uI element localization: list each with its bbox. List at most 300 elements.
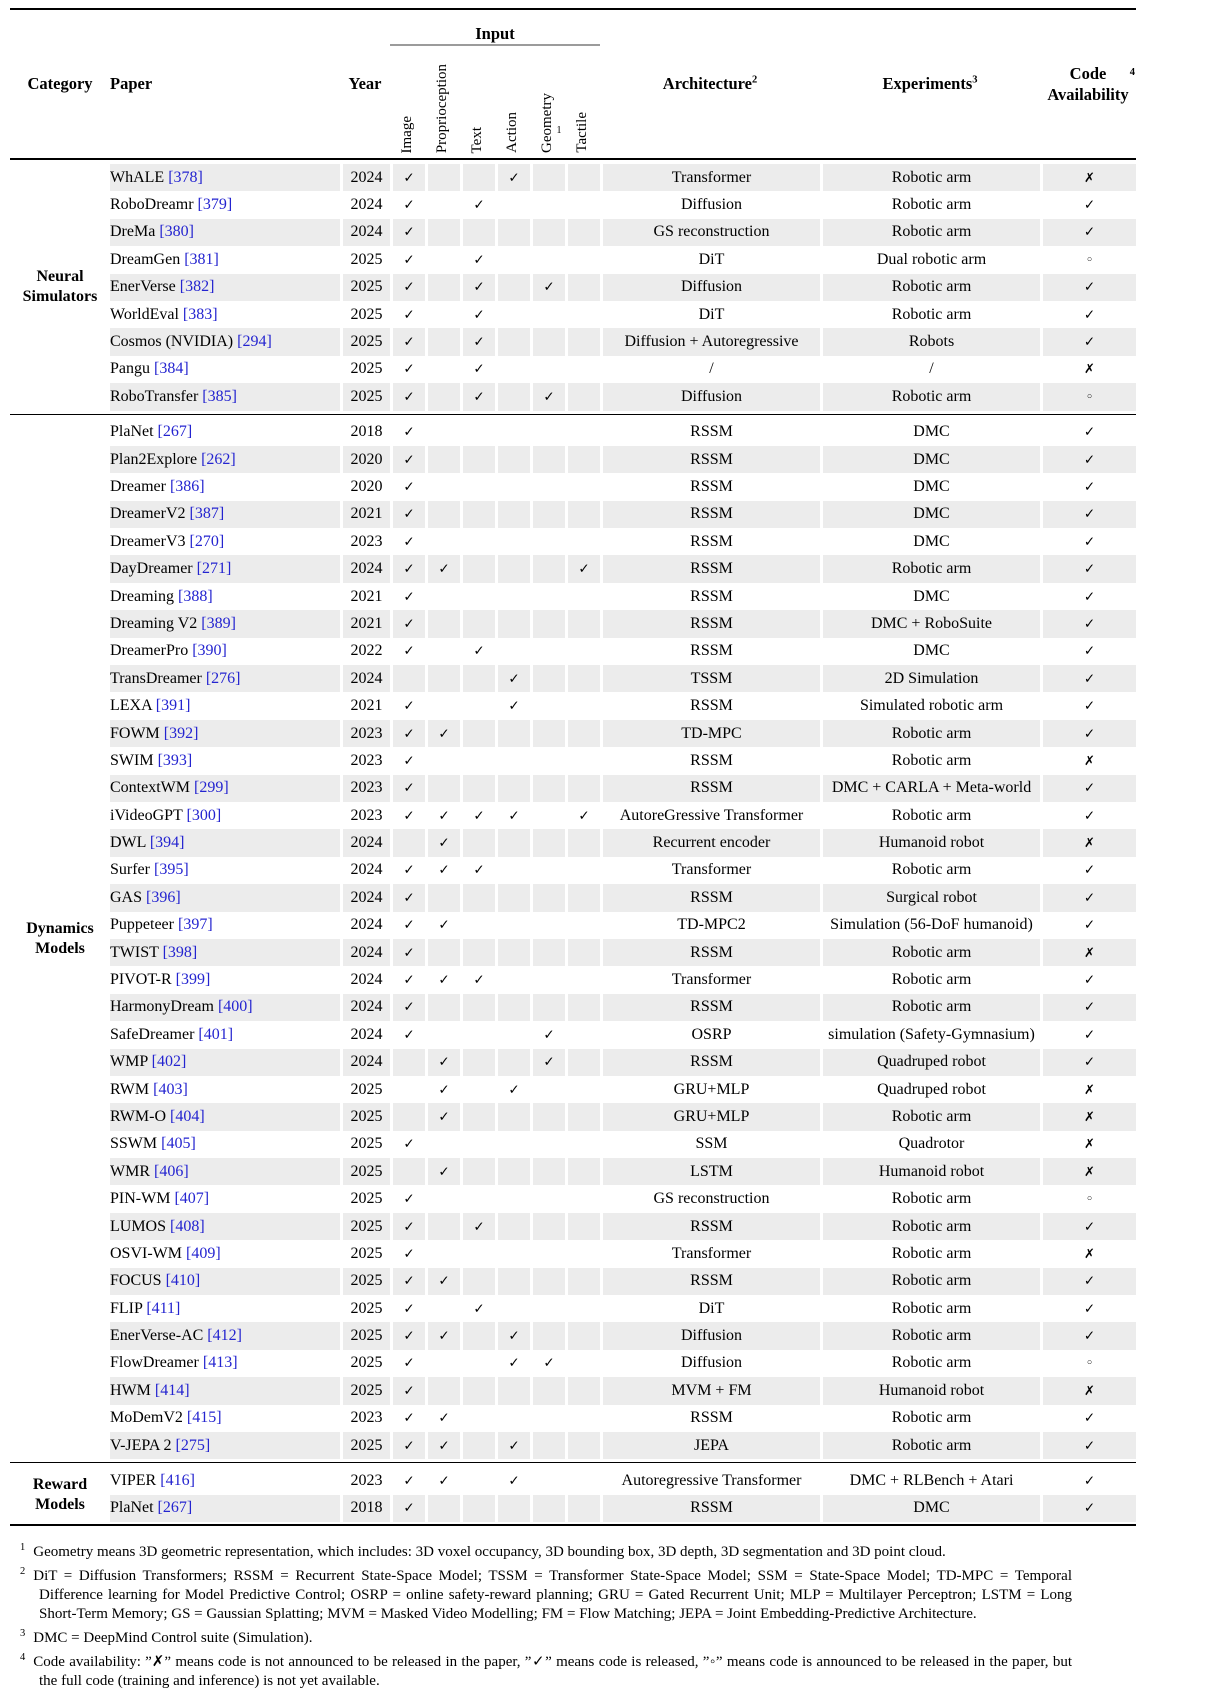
input-proprioception-cell <box>425 829 460 856</box>
citation-link[interactable]: [402] <box>151 1053 187 1071</box>
paper-title: SSWM <box>110 1135 162 1153</box>
table-row <box>10 610 1136 637</box>
paper-cell <box>110 1131 340 1158</box>
citation-link[interactable]: [399] <box>175 971 211 989</box>
input-tactile-cell <box>565 501 600 528</box>
paper-title: GAS <box>110 888 147 906</box>
year-cell: 2024 <box>340 219 390 246</box>
input-image-cell <box>390 1350 425 1377</box>
experiments-cell: Humanoid robot <box>820 1377 1040 1404</box>
check-icon: ✓ <box>403 1136 415 1153</box>
cross-icon: ✗ <box>1084 1137 1095 1153</box>
citation-link[interactable]: [267] <box>157 423 193 441</box>
input-proprioception-cell <box>425 328 460 355</box>
input-image-cell <box>390 1131 425 1158</box>
check-icon: ✓ <box>508 169 520 186</box>
check-icon: ✓ <box>403 1328 415 1345</box>
code-availability-cell <box>1040 246 1136 273</box>
citation-link[interactable]: [382] <box>179 278 215 296</box>
check-icon: ✓ <box>543 388 555 405</box>
experiments-cell: Robotic arm <box>820 1295 1040 1322</box>
input-text-cell <box>460 720 495 747</box>
input-tactile-cell <box>565 747 600 774</box>
citation-link[interactable]: [386] <box>169 477 205 495</box>
year-cell: 2020 <box>340 473 390 500</box>
input-geometry-cell <box>530 638 565 665</box>
input-action-cell <box>495 274 530 301</box>
citation-link[interactable]: [379] <box>197 196 233 214</box>
footnotes <box>20 1538 1072 1691</box>
circle-icon: ◦ <box>1085 1192 1094 1208</box>
paper-title: ContextWM <box>110 779 194 797</box>
experiments-cell: Robotic arm <box>820 720 1040 747</box>
citation-link[interactable]: [385] <box>202 387 237 405</box>
architecture-cell: Diffusion <box>600 383 820 410</box>
check-icon: ✓ <box>1083 478 1096 495</box>
year-cell: 2018 <box>340 419 390 446</box>
input-image-cell <box>390 1322 425 1349</box>
input-proprioception-cell <box>425 1049 460 1076</box>
citation-link[interactable]: [276] <box>205 669 241 687</box>
table-row <box>10 994 1136 1021</box>
experiments-cell: Robotic arm <box>820 164 1040 191</box>
check-icon: ✓ <box>473 643 485 660</box>
citation-link[interactable]: [412] <box>207 1327 242 1345</box>
experiments-cell: Humanoid robot <box>820 829 1040 856</box>
input-action-cell <box>495 555 530 582</box>
paper-title: DreamerPro <box>110 642 193 660</box>
input-text-cell <box>460 1213 495 1240</box>
code-availability-cell <box>1040 829 1136 856</box>
input-tactile-cell <box>565 383 600 410</box>
check-icon: ✓ <box>403 615 415 632</box>
citation-link[interactable]: [406] <box>154 1162 189 1180</box>
table-row <box>10 1295 1136 1322</box>
input-geometry-cell <box>530 1467 565 1494</box>
architecture-cell: DiT <box>600 301 820 328</box>
experiments-cell: Simulated robotic arm <box>820 692 1040 719</box>
paper-cell <box>110 857 340 884</box>
citation-link[interactable]: [275] <box>175 1436 211 1454</box>
input-geometry-cell <box>530 1405 565 1432</box>
table-row <box>10 1322 1136 1349</box>
architecture-cell: RSSM <box>600 747 820 774</box>
citation-link[interactable]: [411] <box>146 1299 181 1317</box>
architecture-cell: Transformer <box>600 857 820 884</box>
table-row <box>10 191 1136 218</box>
input-text-cell <box>460 1377 495 1404</box>
year-cell: 2025 <box>340 1158 390 1185</box>
check-icon: ✓ <box>403 224 415 241</box>
year-cell: 2025 <box>340 301 390 328</box>
check-icon: ✓ <box>403 424 415 441</box>
architecture-cell: Diffusion + Autoregressive <box>600 328 820 355</box>
citation-link[interactable]: [262] <box>201 450 236 468</box>
citation-link[interactable]: [270] <box>189 532 225 550</box>
paper-title: Pangu <box>110 360 154 378</box>
input-tactile-cell <box>565 528 600 555</box>
input-tactile-cell <box>565 994 600 1021</box>
code-availability-cell <box>1040 501 1136 528</box>
input-action-cell <box>495 1495 530 1522</box>
table-row <box>10 857 1136 884</box>
citation-link[interactable]: [397] <box>177 916 213 934</box>
check-icon: ✓ <box>473 1300 485 1317</box>
input-image-cell <box>390 1213 425 1240</box>
table-row <box>10 164 1136 191</box>
citation-link[interactable]: [400] <box>217 998 253 1016</box>
experiments-cell: Robotic arm <box>820 274 1040 301</box>
code-header-line2: Availability <box>1047 85 1129 104</box>
check-icon: ✓ <box>1083 506 1096 523</box>
paper-title: FLIP <box>110 1299 147 1317</box>
citation-link[interactable]: [396] <box>146 888 181 906</box>
input-image-cell <box>390 1495 425 1522</box>
input-text-cell <box>460 356 495 383</box>
input-proprioception-cell <box>425 1322 460 1349</box>
year-cell: 2025 <box>340 1240 390 1267</box>
citation-link[interactable]: [392] <box>163 724 199 742</box>
experiments-cell: Robotic arm <box>820 939 1040 966</box>
column-header-tactile <box>565 46 600 158</box>
check-icon: ✓ <box>473 334 485 351</box>
cross-icon: ✗ <box>1084 1246 1095 1262</box>
input-tactile-cell <box>565 219 600 246</box>
cross-icon: ✗ <box>1084 1082 1095 1098</box>
input-tactile-cell <box>565 191 600 218</box>
table-row <box>10 1432 1136 1459</box>
table-row <box>10 747 1136 774</box>
experiments-cell: Simulation (56-DoF humanoid) <box>820 912 1040 939</box>
input-action-cell <box>495 857 530 884</box>
check-icon: ✓ <box>403 1245 415 1262</box>
architecture-cell: RSSM <box>600 884 820 911</box>
input-geometry-cell <box>530 1131 565 1158</box>
citation-link[interactable]: [384] <box>154 360 189 378</box>
footnote-mark: 3 <box>20 1628 26 1640</box>
experiments-cell: Robotic arm <box>820 1350 1040 1377</box>
citation-link[interactable]: [414] <box>154 1381 190 1399</box>
input-image-cell <box>390 1240 425 1267</box>
table-row <box>10 775 1136 802</box>
citation-link[interactable]: [407] <box>174 1190 210 1208</box>
experiments-cell: Quadrotor <box>820 1131 1040 1158</box>
experiments-cell: DMC <box>820 528 1040 555</box>
input-proprioception-cell <box>425 1495 460 1522</box>
input-text-cell <box>460 966 495 993</box>
input-text-cell <box>460 501 495 528</box>
footnote-mark: 1 <box>20 1542 26 1554</box>
experiments-cell: Dual robotic arm <box>820 246 1040 273</box>
paper-cell <box>110 720 340 747</box>
input-geometry-cell <box>530 665 565 692</box>
paper-title: WMR <box>110 1162 154 1180</box>
check-icon: ✓ <box>473 279 485 296</box>
citation-link[interactable]: [405] <box>161 1135 196 1153</box>
paper-cell <box>110 419 340 446</box>
input-image-cell <box>390 1295 425 1322</box>
check-icon: ✓ <box>403 944 415 961</box>
check-icon: ✓ <box>1083 334 1096 351</box>
paper-cell <box>110 246 340 273</box>
citation-link[interactable]: [300] <box>186 806 222 824</box>
input-tactile-cell <box>565 720 600 747</box>
input-tactile-cell <box>565 446 600 473</box>
code-availability-cell <box>1040 692 1136 719</box>
experiments-cell: Robots <box>820 328 1040 355</box>
check-icon: ✓ <box>403 1410 415 1427</box>
input-image-cell <box>390 939 425 966</box>
check-icon: ✓ <box>403 451 415 468</box>
check-icon: ✓ <box>438 862 450 879</box>
citation-link[interactable]: [416] <box>160 1472 195 1490</box>
architecture-cell: RSSM <box>600 994 820 1021</box>
citation-link[interactable]: [389] <box>201 614 236 632</box>
column-header-code-availability <box>1040 10 1136 158</box>
input-geometry-cell <box>530 1295 565 1322</box>
table-row <box>10 356 1136 383</box>
geometry-footnote-mark: 1 <box>556 125 562 136</box>
input-geometry-cell <box>530 301 565 328</box>
input-text-cell <box>460 191 495 218</box>
paper-title: Puppeteer <box>110 916 178 934</box>
input-action-cell <box>495 501 530 528</box>
input-proprioception-cell <box>425 473 460 500</box>
table-row <box>10 1049 1136 1076</box>
citation-link[interactable]: [271] <box>196 560 232 578</box>
paper-title: Surfer <box>110 861 154 879</box>
input-action-cell <box>495 1131 530 1158</box>
paper-cell <box>110 1158 340 1185</box>
footnote <box>20 1624 1072 1648</box>
architecture-cell: / <box>600 356 820 383</box>
experiments-cell: DMC <box>820 638 1040 665</box>
input-action-cell <box>495 1377 530 1404</box>
input-text-cell <box>460 328 495 355</box>
table-row <box>10 219 1136 246</box>
input-tactile-cell <box>565 638 600 665</box>
check-icon: ✓ <box>473 862 485 879</box>
code-availability-cell <box>1040 747 1136 774</box>
citation-link[interactable]: [395] <box>153 861 189 879</box>
paper-cell <box>110 1185 340 1212</box>
year-cell: 2021 <box>340 692 390 719</box>
check-icon: ✓ <box>1083 451 1096 468</box>
check-icon: ✓ <box>403 1300 415 1317</box>
architecture-cell: RSSM <box>600 555 820 582</box>
input-action-cell <box>495 1467 530 1494</box>
input-tactile-cell <box>565 1158 600 1185</box>
architecture-cell: MVM + FM <box>600 1377 820 1404</box>
citation-link[interactable]: [403] <box>153 1080 188 1098</box>
cross-icon: ✗ <box>1084 1109 1095 1125</box>
check-icon: ✓ <box>1083 999 1096 1016</box>
input-action-cell <box>495 383 530 410</box>
citation-link[interactable]: [401] <box>198 1025 234 1043</box>
paper-cell <box>110 1322 340 1349</box>
input-tactile-cell <box>565 274 600 301</box>
footnote-text: DMC = DeepMind Control suite (Simulation). <box>33 1630 313 1647</box>
citation-link[interactable]: [267] <box>157 1499 193 1517</box>
input-geometry-cell <box>530 419 565 446</box>
experiments-cell: Robotic arm <box>820 219 1040 246</box>
code-availability-cell <box>1040 939 1136 966</box>
check-icon: ✓ <box>438 1163 450 1180</box>
input-geometry-cell <box>530 383 565 410</box>
code-availability-cell <box>1040 219 1136 246</box>
input-proprioception-cell <box>425 994 460 1021</box>
input-tactile-cell <box>565 775 600 802</box>
check-icon: ✓ <box>1083 698 1096 715</box>
citation-link[interactable]: [394] <box>149 834 185 852</box>
input-text-cell <box>460 747 495 774</box>
table-row <box>10 501 1136 528</box>
check-icon: ✓ <box>543 1026 555 1043</box>
input-geometry-cell <box>530 328 565 355</box>
citation-link[interactable]: [415] <box>186 1409 222 1427</box>
input-action-cell <box>495 610 530 637</box>
input-geometry-cell <box>530 191 565 218</box>
check-icon: ✓ <box>1083 889 1096 906</box>
code-availability-cell <box>1040 1377 1136 1404</box>
code-availability-cell <box>1040 1076 1136 1103</box>
experiments-cell: Quadruped robot <box>820 1049 1040 1076</box>
input-tactile-cell <box>565 301 600 328</box>
experiments-cell: Robotic arm <box>820 383 1040 410</box>
input-geometry-cell <box>530 501 565 528</box>
citation-link[interactable]: [380] <box>159 223 194 241</box>
text-column-label: Text <box>469 126 485 153</box>
check-icon: ✓ <box>403 780 415 797</box>
input-proprioception-cell <box>425 528 460 555</box>
citation-link[interactable]: [383] <box>182 305 218 323</box>
input-tactile-cell <box>565 1049 600 1076</box>
check-icon: ✓ <box>473 1218 485 1235</box>
citation-link[interactable]: [413] <box>202 1354 238 1372</box>
citation-link[interactable]: [294] <box>237 333 272 351</box>
check-icon: ✓ <box>473 361 485 378</box>
input-text-cell <box>460 1049 495 1076</box>
experiments-cell: Robotic arm <box>820 747 1040 774</box>
citation-link[interactable]: [378] <box>168 168 203 186</box>
citation-link[interactable]: [388] <box>177 587 213 605</box>
input-proprioception-cell <box>425 1467 460 1494</box>
paper-title: PlaNet <box>110 1499 158 1517</box>
year-cell: 2021 <box>340 610 390 637</box>
input-action-cell <box>495 1268 530 1295</box>
input-proprioception-cell <box>425 1240 460 1267</box>
paper-title: DreamGen <box>110 250 185 268</box>
input-action-cell <box>495 191 530 218</box>
code-availability-cell <box>1040 1103 1136 1130</box>
section-rule <box>10 1524 1136 1526</box>
input-geometry-cell <box>530 692 565 719</box>
check-icon: ✓ <box>403 889 415 906</box>
check-icon: ✓ <box>1083 197 1096 214</box>
citation-link[interactable]: [299] <box>194 779 229 797</box>
paper-cell <box>110 802 340 829</box>
year-cell: 2024 <box>340 1049 390 1076</box>
paper-title: LEXA <box>110 697 156 715</box>
citation-link[interactable]: [404] <box>170 1107 205 1125</box>
table-row <box>10 301 1136 328</box>
paper-cell <box>110 1076 340 1103</box>
input-image-cell <box>390 610 425 637</box>
input-proprioception-cell <box>425 884 460 911</box>
input-image-cell <box>390 1268 425 1295</box>
citation-link[interactable]: [398] <box>162 943 198 961</box>
check-icon: ✓ <box>403 561 415 578</box>
input-action-cell <box>495 665 530 692</box>
input-proprioception-cell <box>425 1131 460 1158</box>
architecture-footnote-mark: 2 <box>751 74 758 86</box>
architecture-cell: Transformer <box>600 1240 820 1267</box>
input-tactile-cell <box>565 1131 600 1158</box>
year-cell: 2023 <box>340 802 390 829</box>
input-text-cell <box>460 1405 495 1432</box>
citation-link[interactable]: [393] <box>157 751 193 769</box>
input-proprioception-cell <box>425 747 460 774</box>
input-tactile-cell <box>565 1185 600 1212</box>
input-proprioception-cell <box>425 1021 460 1048</box>
citation-link[interactable]: [390] <box>192 642 227 660</box>
architecture-header-label: Architecture <box>662 74 752 93</box>
paper-title: WorldEval <box>110 305 183 323</box>
experiments-cell: DMC <box>820 473 1040 500</box>
input-image-cell <box>390 692 425 719</box>
citation-link[interactable]: [387] <box>189 505 225 523</box>
citation-link[interactable]: [391] <box>155 697 191 715</box>
paper-title: DreMa <box>110 223 160 241</box>
input-text-cell <box>460 1268 495 1295</box>
input-geometry-cell <box>530 1268 565 1295</box>
input-geometry-cell <box>530 1495 565 1522</box>
architecture-cell: Diffusion <box>600 191 820 218</box>
citation-link[interactable]: [410] <box>165 1272 201 1290</box>
table-row <box>10 328 1136 355</box>
input-image-cell <box>390 274 425 301</box>
architecture-cell: RSSM <box>600 1049 820 1076</box>
table-row <box>10 555 1136 582</box>
input-tactile-cell <box>565 829 600 856</box>
check-icon: ✓ <box>403 1500 415 1517</box>
input-action-cell <box>495 246 530 273</box>
input-text-cell <box>460 219 495 246</box>
year-cell: 2024 <box>340 939 390 966</box>
architecture-cell: GRU+MLP <box>600 1103 820 1130</box>
input-geometry-cell <box>530 1158 565 1185</box>
architecture-cell: RSSM <box>600 419 820 446</box>
input-image-cell <box>390 1185 425 1212</box>
architecture-cell: TD-MPC <box>600 720 820 747</box>
table-row <box>10 802 1136 829</box>
input-action-cell <box>495 1076 530 1103</box>
input-action-cell <box>495 1240 530 1267</box>
architecture-cell: RSSM <box>600 473 820 500</box>
input-image-cell <box>390 383 425 410</box>
citation-link[interactable]: [381] <box>184 250 219 268</box>
input-geometry-cell <box>530 994 565 1021</box>
footnote <box>20 1562 1072 1624</box>
code-availability-cell <box>1040 1432 1136 1459</box>
footnote-text: Geometry means 3D geometric representation, which includes: 3D voxel occupancy, 3D bounding box, 3D depth, 3D segmentation and 3D point cloud. <box>33 1544 946 1561</box>
check-icon: ✓ <box>438 972 450 989</box>
check-icon: ✓ <box>438 1328 450 1345</box>
citation-link[interactable]: [409] <box>186 1244 221 1262</box>
citation-link[interactable]: [408] <box>170 1217 205 1235</box>
table-row <box>10 473 1136 500</box>
architecture-cell: RSSM <box>600 1213 820 1240</box>
